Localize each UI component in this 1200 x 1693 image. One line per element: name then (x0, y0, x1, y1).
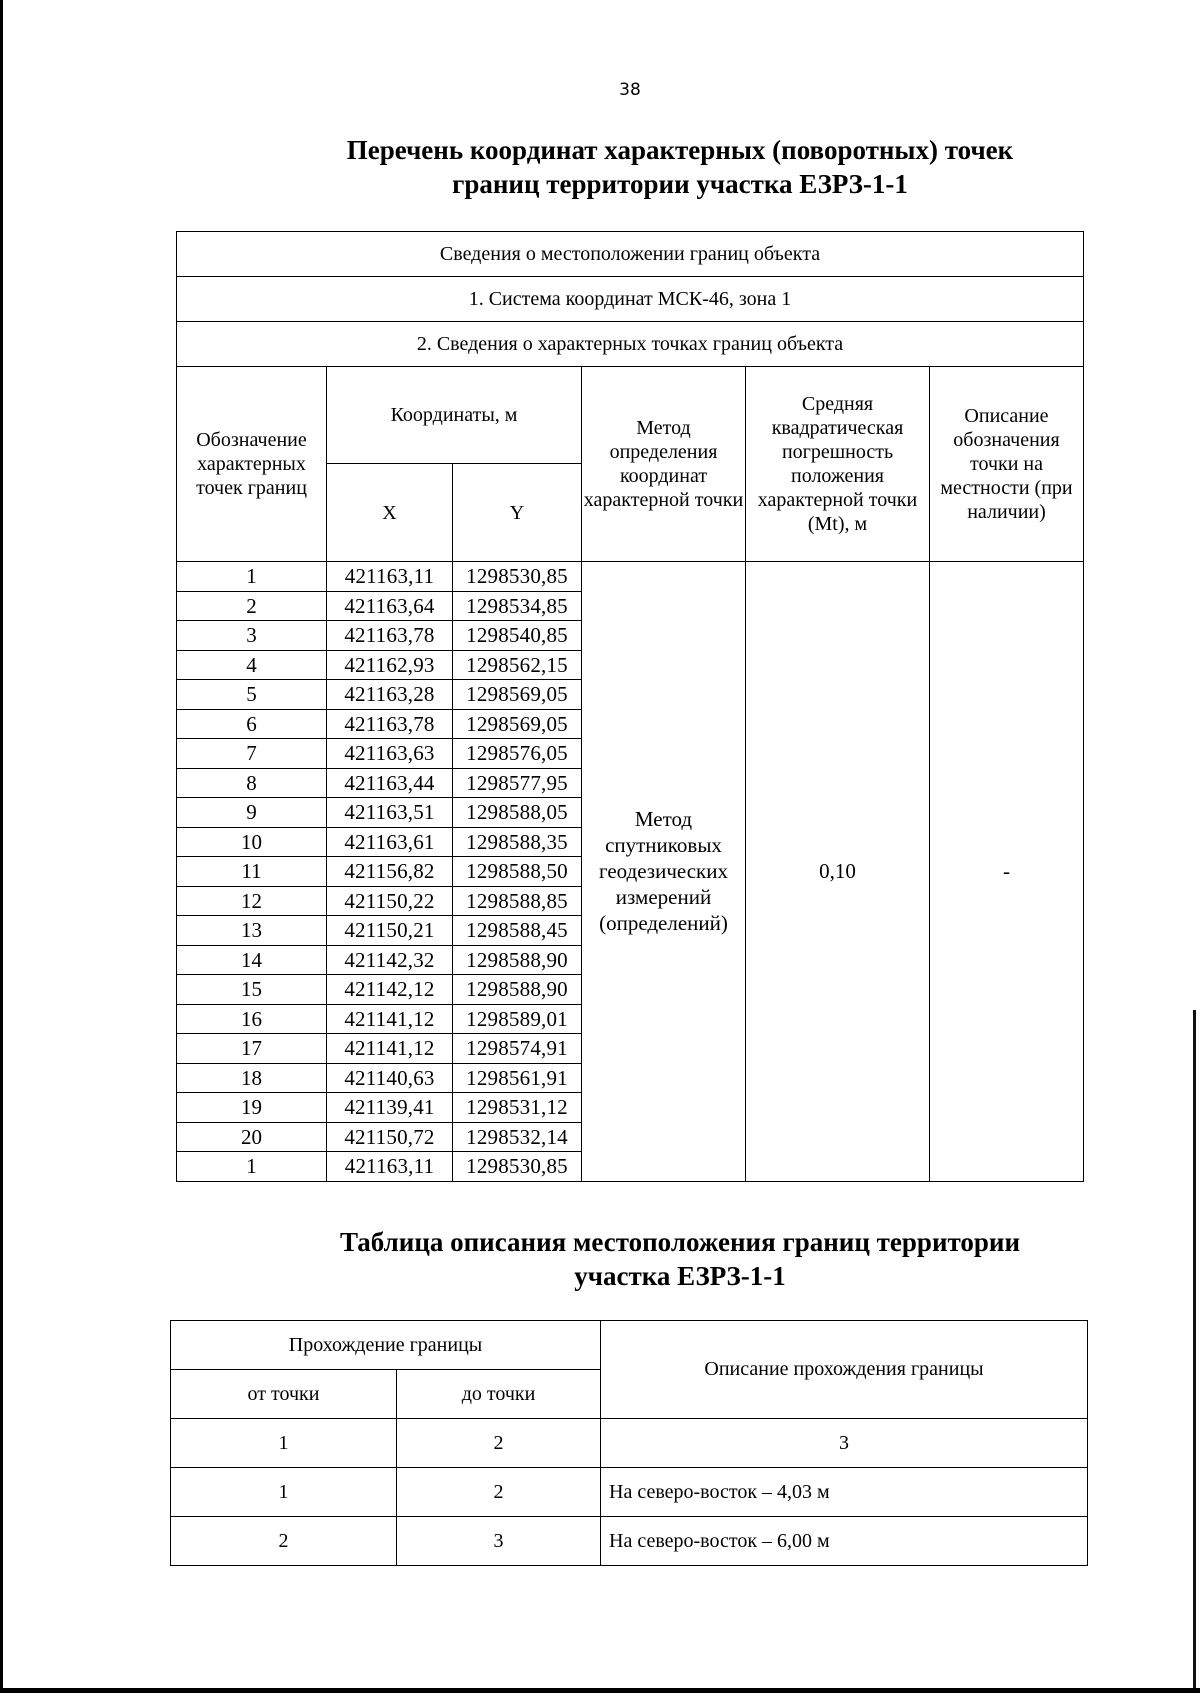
boundary-description-table (170, 1320, 1088, 1566)
coord-x: 421163,51 (327, 798, 453, 828)
coord-y: 1298532,14 (453, 1122, 582, 1152)
method-value: Метод спутниковых геодезических измерений (определений) (582, 562, 746, 1182)
col-y: Y (453, 464, 582, 562)
col-to-point: до точки (397, 1370, 601, 1419)
coord-x: 421163,64 (327, 591, 453, 621)
coord-x: 421156,82 (327, 857, 453, 887)
coord-x: 421163,61 (327, 827, 453, 857)
coord-y: 1298534,85 (453, 591, 582, 621)
coord-y: 1298588,05 (453, 798, 582, 828)
coord-y: 1298569,05 (453, 680, 582, 710)
header-points-info: 2. Сведения о характерных точках границ объекта (177, 322, 1084, 367)
coord-x: 421163,44 (327, 768, 453, 798)
page-number: 38 (619, 80, 641, 100)
coord-y: 1298588,90 (453, 945, 582, 975)
coord-y: 1298588,85 (453, 886, 582, 916)
coord-y: 1298574,91 (453, 1034, 582, 1064)
coords-title-line-2: границ территории участка ЕЗРЗ-1-1 (452, 169, 908, 199)
coord-y: 1298588,90 (453, 975, 582, 1005)
col-method: Метод определения координат характерной точки (582, 367, 746, 562)
coord-y: 1298588,50 (453, 857, 582, 887)
coord-x: 421163,78 (327, 621, 453, 651)
segment-from: 1 (171, 1468, 397, 1517)
page-edge-right (1193, 1010, 1196, 1693)
coord-y: 1298577,95 (453, 768, 582, 798)
coord-y: 1298576,05 (453, 739, 582, 769)
description-value: - (930, 562, 1084, 1182)
point-number: 7 (177, 739, 327, 769)
coord-y: 1298588,45 (453, 916, 582, 946)
description-title-line-2: участка ЕЗРЗ-1-1 (574, 1261, 786, 1291)
coord-x: 421142,12 (327, 975, 453, 1005)
description-title-line-1: Таблица описания местоположения границ территории (339, 1227, 1021, 1257)
coord-x: 421150,22 (327, 886, 453, 916)
coord-x: 421139,41 (327, 1093, 453, 1123)
coord-y: 1298530,85 (453, 562, 582, 592)
coord-x: 421163,28 (327, 680, 453, 710)
point-number: 16 (177, 1004, 327, 1034)
col-boundary-passage: Прохождение границы (171, 1321, 601, 1370)
col-coordinates: Координаты, м (327, 367, 582, 464)
point-number: 15 (177, 975, 327, 1005)
point-number: 1 (177, 562, 327, 592)
segment-description: На северо-восток – 6,00 м (601, 1517, 1088, 1566)
coord-y: 1298569,05 (453, 709, 582, 739)
coord-y: 1298589,01 (453, 1004, 582, 1034)
point-number: 13 (177, 916, 327, 946)
description-table-title (175, 1225, 1185, 1293)
col-from-point: от точки (171, 1370, 397, 1419)
coord-y: 1298588,35 (453, 827, 582, 857)
point-number: 8 (177, 768, 327, 798)
coordinates-table (176, 231, 1084, 1182)
column-number-2: 2 (397, 1419, 601, 1468)
column-number-3: 3 (601, 1419, 1088, 1468)
point-number: 12 (177, 886, 327, 916)
point-number: 18 (177, 1063, 327, 1093)
header-coordinate-system: 1. Система координат МСК-46, зона 1 (177, 277, 1084, 322)
coord-y: 1298540,85 (453, 621, 582, 651)
coord-x: 421163,11 (327, 562, 453, 592)
coords-title-line-1: Перечень координат характерных (поворотных) точек (346, 135, 1014, 165)
coord-x: 421162,93 (327, 650, 453, 680)
point-number: 3 (177, 621, 327, 651)
point-number: 2 (177, 591, 327, 621)
coord-x: 421150,72 (327, 1122, 453, 1152)
coord-x: 421141,12 (327, 1034, 453, 1064)
segment-to: 2 (397, 1468, 601, 1517)
coords-table-title (175, 133, 1185, 201)
header-location: Сведения о местоположении границ объекта (177, 232, 1084, 277)
col-x: X (327, 464, 453, 562)
point-number: 19 (177, 1093, 327, 1123)
coord-y: 1298562,15 (453, 650, 582, 680)
segment-to: 3 (397, 1517, 601, 1566)
coord-x: 421141,12 (327, 1004, 453, 1034)
point-number: 9 (177, 798, 327, 828)
coord-x: 421163,78 (327, 709, 453, 739)
col-point-designation: Обозначение характерных точек границ (177, 367, 327, 562)
coord-x: 421163,63 (327, 739, 453, 769)
page-edge-left (0, 0, 3, 1693)
page-edge-bottom (0, 1688, 1200, 1693)
mt-value: 0,10 (746, 562, 930, 1182)
point-number: 1 (177, 1152, 327, 1182)
coord-x: 421140,63 (327, 1063, 453, 1093)
coord-y: 1298531,12 (453, 1093, 582, 1123)
point-number: 4 (177, 650, 327, 680)
point-number: 10 (177, 827, 327, 857)
coord-x: 421163,11 (327, 1152, 453, 1182)
point-number: 6 (177, 709, 327, 739)
point-number: 5 (177, 680, 327, 710)
coord-y: 1298530,85 (453, 1152, 582, 1182)
point-number: 20 (177, 1122, 327, 1152)
col-boundary-description: Описание прохождения границы (601, 1321, 1088, 1419)
segment-from: 2 (171, 1517, 397, 1566)
point-number: 17 (177, 1034, 327, 1064)
coordinate-row (177, 562, 1084, 592)
column-number-1: 1 (171, 1419, 397, 1468)
coord-x: 421150,21 (327, 916, 453, 946)
col-description: Описание обозначения точки на местности (при наличии) (930, 367, 1084, 562)
col-mt: Средняя квадратическая погрешность положения характерной точки (Mt), м (746, 367, 930, 562)
point-number: 11 (177, 857, 327, 887)
coord-x: 421142,32 (327, 945, 453, 975)
coord-y: 1298561,91 (453, 1063, 582, 1093)
segment-description: На северо-восток – 4,03 м (601, 1468, 1088, 1517)
point-number: 14 (177, 945, 327, 975)
